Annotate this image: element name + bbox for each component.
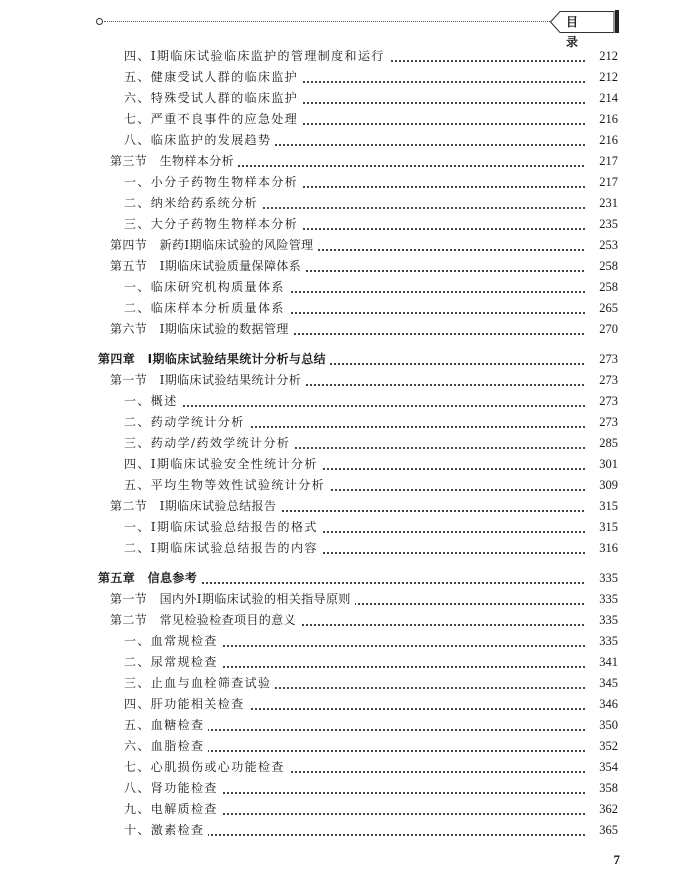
toc-page-number: 315 bbox=[586, 496, 618, 517]
toc-item-row[interactable] bbox=[0, 517, 698, 538]
toc-page-number: 315 bbox=[586, 517, 618, 538]
toc-page-number: 265 bbox=[586, 298, 618, 319]
toc-section-row[interactable] bbox=[0, 235, 698, 256]
toc-page-number: 335 bbox=[586, 610, 618, 631]
toc-item-row[interactable] bbox=[0, 778, 698, 799]
toc-entry-label: 六、血脂检查 bbox=[124, 736, 208, 757]
toc-item-row[interactable] bbox=[0, 433, 698, 454]
toc-entry-label: 第六节 Ⅰ期临床试验的数据管理 bbox=[110, 319, 293, 340]
toc-entry-label: 第四节 新药Ⅰ期临床试验的风险管理 bbox=[110, 235, 318, 256]
toc-page-number: 258 bbox=[586, 256, 618, 277]
toc-page-number: 231 bbox=[586, 193, 618, 214]
toc-section-row[interactable] bbox=[0, 370, 698, 391]
toc-item-row[interactable] bbox=[0, 454, 698, 475]
toc-page-number: 335 bbox=[586, 589, 618, 610]
toc-entry-label: 二、Ⅰ期临床试验总结报告的内容 bbox=[124, 538, 322, 559]
toc-entry-label: 八、临床监护的发展趋势 bbox=[124, 130, 275, 151]
header-title: 目 录 bbox=[566, 15, 587, 49]
toc-page-number: 217 bbox=[586, 151, 618, 172]
toc-page-number: 345 bbox=[586, 673, 618, 694]
toc-page-number: 273 bbox=[586, 349, 618, 370]
toc-page-number: 216 bbox=[586, 109, 618, 130]
toc-entry-label: 十、激素检查 bbox=[124, 820, 208, 841]
toc-entry-label: 四、Ⅰ期临床试验临床监护的管理制度和运行 bbox=[124, 46, 389, 67]
toc-entry-label: 五、血糖检查 bbox=[124, 715, 208, 736]
toc-item-row[interactable] bbox=[0, 130, 698, 151]
toc-leader-dots bbox=[124, 405, 616, 407]
toc-page-number: 354 bbox=[586, 757, 618, 778]
toc-entry-label: 一、小分子药物生物样本分析 bbox=[124, 172, 302, 193]
toc-page-number: 212 bbox=[586, 46, 618, 67]
toc-page-number: 301 bbox=[586, 454, 618, 475]
toc-item-row[interactable] bbox=[0, 631, 698, 652]
toc-section-row[interactable] bbox=[0, 151, 698, 172]
toc-entry-label: 六、特殊受试人群的临床监护 bbox=[124, 88, 302, 109]
toc-page-number: 273 bbox=[586, 412, 618, 433]
toc-entry-label: 第五节 Ⅰ期临床试验质量保障体系 bbox=[110, 256, 305, 277]
toc-entry-label: 四、Ⅰ期临床试验安全性统计分析 bbox=[124, 454, 322, 475]
toc-page-number: 358 bbox=[586, 778, 618, 799]
toc-page-number: 212 bbox=[586, 67, 618, 88]
toc-page-number: 335 bbox=[586, 568, 618, 589]
toc-item-row[interactable] bbox=[0, 652, 698, 673]
toc-item-row[interactable] bbox=[0, 391, 698, 412]
toc-entry-label: 三、大分子药物生物样本分析 bbox=[124, 214, 302, 235]
toc-page-number: 285 bbox=[586, 433, 618, 454]
toc-entry-label: 五、平均生物等效性试验统计分析 bbox=[124, 475, 329, 496]
toc-entry-label: 第四章 Ⅰ期临床试验结果统计分析与总结 bbox=[98, 349, 330, 370]
toc-item-row[interactable] bbox=[0, 715, 698, 736]
toc-entry-label: 第一节 国内外Ⅰ期临床试验的相关指导原则 bbox=[110, 589, 355, 610]
toc-item-row[interactable] bbox=[0, 673, 698, 694]
toc-page-number: 216 bbox=[586, 130, 618, 151]
toc-entry-label: 第三节 生物样本分析 bbox=[110, 151, 238, 172]
toc-entry-label: 八、肾功能检查 bbox=[124, 778, 222, 799]
toc-item-row[interactable] bbox=[0, 799, 698, 820]
toc-page-number: 258 bbox=[586, 277, 618, 298]
toc-entry-label: 一、血常规检查 bbox=[124, 631, 222, 652]
toc-section-row[interactable] bbox=[0, 319, 698, 340]
toc-entry-label: 三、止血与血栓筛查试验 bbox=[124, 673, 275, 694]
toc-page-number: 273 bbox=[586, 370, 618, 391]
toc-chapter-row[interactable] bbox=[0, 349, 698, 370]
toc-page-number: 341 bbox=[586, 652, 618, 673]
toc-item-row[interactable] bbox=[0, 109, 698, 130]
toc-item-row[interactable] bbox=[0, 538, 698, 559]
toc-page-number: 346 bbox=[586, 694, 618, 715]
toc-page-number: 352 bbox=[586, 736, 618, 757]
toc-page-number: 309 bbox=[586, 475, 618, 496]
toc-entry-label: 一、临床研究机构质量体系 bbox=[124, 277, 289, 298]
toc-page-number: 214 bbox=[586, 88, 618, 109]
toc-item-row[interactable] bbox=[0, 820, 698, 841]
toc-entry-label: 九、电解质检查 bbox=[124, 799, 222, 820]
toc-item-row[interactable] bbox=[0, 736, 698, 757]
toc-chapter-row[interactable] bbox=[0, 568, 698, 589]
toc-page-number: 362 bbox=[586, 799, 618, 820]
toc-item-row[interactable] bbox=[0, 694, 698, 715]
toc-item-row[interactable] bbox=[0, 46, 698, 67]
toc-item-row[interactable] bbox=[0, 193, 698, 214]
toc-item-row[interactable] bbox=[0, 88, 698, 109]
toc-entry-label: 四、肝功能相关检查 bbox=[124, 694, 249, 715]
toc-section-row[interactable] bbox=[0, 610, 698, 631]
toc-page-number: 350 bbox=[586, 715, 618, 736]
toc-item-row[interactable] bbox=[0, 172, 698, 193]
toc-page-number: 365 bbox=[586, 820, 618, 841]
toc-entry-label: 三、药动学/药效学统计分析 bbox=[124, 433, 294, 454]
toc-entry-label: 第二节 常见检验检查项目的意义 bbox=[110, 610, 300, 631]
toc-section-row[interactable] bbox=[0, 589, 698, 610]
toc-item-row[interactable] bbox=[0, 475, 698, 496]
toc-entry-label: 七、心肌损伤或心功能检查 bbox=[124, 757, 289, 778]
toc-item-row[interactable] bbox=[0, 67, 698, 88]
page-number: 7 bbox=[613, 852, 620, 867]
toc-page-number: 235 bbox=[586, 214, 618, 235]
toc-entry-label: 五、健康受试人群的临床监护 bbox=[124, 67, 302, 88]
toc-item-row[interactable] bbox=[0, 214, 698, 235]
toc-entry-label: 第一节 Ⅰ期临床试验结果统计分析 bbox=[110, 370, 305, 391]
toc-section-row[interactable] bbox=[0, 496, 698, 517]
toc-entry-label: 第五章 信息参考 bbox=[98, 568, 201, 589]
toc-entry-label: 二、纳米给药系统分析 bbox=[124, 193, 262, 214]
toc-page-number: 253 bbox=[586, 235, 618, 256]
toc-item-row[interactable] bbox=[0, 757, 698, 778]
toc-item-row[interactable] bbox=[0, 277, 698, 298]
toc-entry-label: 二、临床样本分析质量体系 bbox=[124, 298, 289, 319]
toc-entry-label: 一、Ⅰ期临床试验总结报告的格式 bbox=[124, 517, 322, 538]
toc-item-row[interactable] bbox=[0, 298, 698, 319]
toc-page-number: 217 bbox=[586, 172, 618, 193]
toc-page-number: 273 bbox=[586, 391, 618, 412]
toc-page-number: 270 bbox=[586, 319, 618, 340]
toc-entry-label: 二、尿常规检查 bbox=[124, 652, 222, 673]
toc-entry-label: 二、药动学统计分析 bbox=[124, 412, 249, 433]
toc-entry-label: 一、概述 bbox=[124, 391, 182, 412]
toc-entry-label: 第二节 Ⅰ期临床试验总结报告 bbox=[110, 496, 280, 517]
toc-page-number: 335 bbox=[586, 631, 618, 652]
toc-item-row[interactable] bbox=[0, 412, 698, 433]
toc-page-number: 316 bbox=[586, 538, 618, 559]
toc-section-row[interactable] bbox=[0, 256, 698, 277]
toc-entry-label: 七、严重不良事件的应急处理 bbox=[124, 109, 302, 130]
